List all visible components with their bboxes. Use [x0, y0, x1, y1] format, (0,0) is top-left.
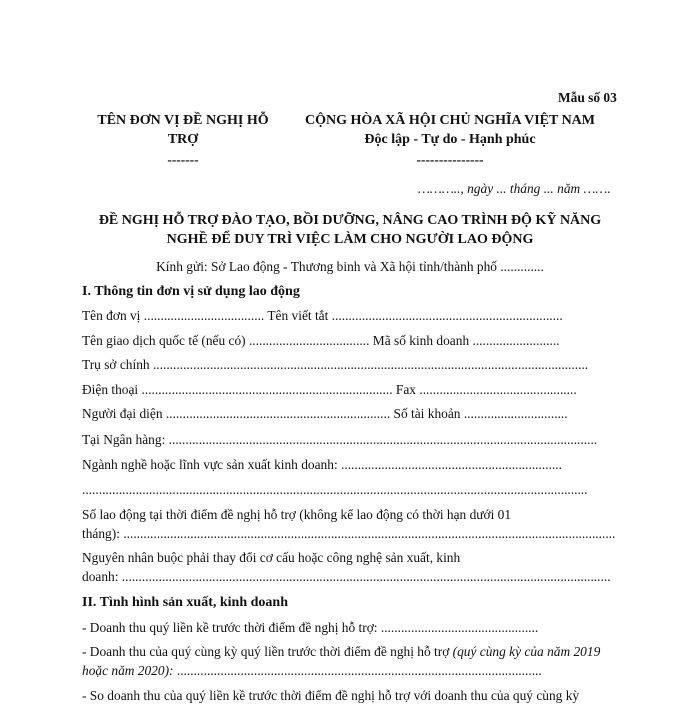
- section1-heading: I. Thông tin đơn vị sử dụng lao động: [82, 284, 300, 299]
- document-title-line1: ĐỀ NGHỊ HỖ TRỢ ĐÀO TẠO, BỒI DƯỠNG, NÂNG CAO TRÌNH ĐỘ KỸ NĂNG: [98, 213, 602, 228]
- revenue-same-quarter-continued: [82, 663, 542, 679]
- field-representative: Người đại diện ................................................................... Số tài khoản ...............................: [82, 406, 568, 421]
- revenue-same-quarter-note: (quý cùng kỳ của năm 2019: [452, 644, 601, 659]
- document-title-line2: NGHỀ ĐỂ DUY TRÌ VIỆC LÀM CHO NGƯỜI LAO ĐỘNG: [166, 232, 534, 247]
- section2-heading: II. Tình hình sản xuất, kinh doanh: [82, 595, 288, 610]
- revenue-same-quarter: [82, 644, 600, 660]
- national-divider: ---------------: [416, 152, 484, 167]
- date-line: ……….., ngày ... tháng ... năm …….: [418, 181, 611, 196]
- national-motto: Độc lập - Tự do - Hạnh phúc: [364, 132, 536, 147]
- form-number: Mẫu số 03: [558, 90, 617, 105]
- org-name-line1: TÊN ĐƠN VỊ ĐỀ NGHỊ HỖ: [97, 113, 269, 128]
- field-unit-name: Tên đơn vị .................................... Tên viết tắt .....................................................................: [82, 308, 563, 323]
- revenue-same-quarter-text: - Doanh thu của quý cùng kỳ quý liền trước thời điểm đề nghị hỗ trợ: [82, 644, 453, 659]
- national-name: CỘNG HÒA XÃ HỘI CHỦ NGHĨA VIỆT NAM: [304, 113, 595, 128]
- field-headquarters: Trụ sở chính ..................................................................................................................................: [82, 357, 589, 372]
- recipient-line: Kính gửi: Sở Lao động - Thương binh và Xã hội tỉnh/thành phố .............: [156, 259, 544, 274]
- field-reason-continued: doanh: ..................................................................................................................................................: [82, 569, 611, 584]
- revenue-same-quarter-year: hoặc năm 2020):: [82, 663, 174, 678]
- org-name-line2: TRỢ: [167, 132, 199, 147]
- field-business-sector: Ngành nghề hoặc lĩnh vực sản xuất kinh doanh: ..................................................................: [82, 457, 562, 472]
- field-reason: Nguyên nhân buộc phải thay đổi cơ cấu hoặc công nghệ sản xuất, kinh: [82, 550, 461, 565]
- org-name-divider: -------: [167, 152, 199, 167]
- revenue-comparison: - So doanh thu của quý liền kề trước thời điểm đề nghị hỗ trợ với doanh thu của quý cùng kỳ: [82, 688, 580, 703]
- revenue-previous-quarter: - Doanh thu quý liền kề trước thời điểm đề nghị hỗ trợ: ...............................................: [82, 620, 539, 635]
- field-employee-count: Số lao động tại thời điểm đề nghị hỗ trợ (không kể lao động có thời hạn dưới 01: [82, 507, 512, 522]
- field-bank: Tại Ngân hàng: ................................................................................................................................: [82, 432, 598, 447]
- field-international-name: Tên giao dịch quốc tế (nếu có) .................................... Mã số kinh doanh ..........................: [82, 333, 560, 348]
- field-phone-fax: Điện thoại ........................................................................... Fax ...............................................: [82, 382, 577, 397]
- field-employee-count-continued: tháng): ...................................................................................................................................................: [82, 526, 616, 541]
- revenue-same-quarter-dots: .............................................................................................................: [173, 663, 542, 678]
- field-business-sector-continued: .......................................................................................................................................................: [82, 482, 588, 497]
